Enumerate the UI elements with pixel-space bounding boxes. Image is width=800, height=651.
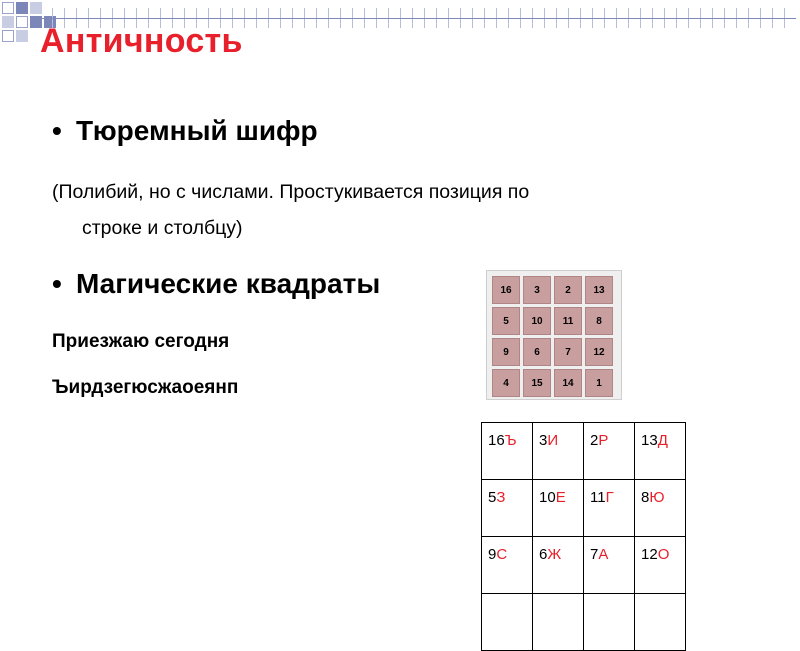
cipher-cell (635, 480, 686, 537)
cipher-cell-letter: Г (605, 489, 614, 506)
magic-square-cell: 7 (554, 338, 582, 366)
magic-square-cell: 12 (585, 338, 613, 366)
cipher-cell-letter: О (657, 546, 670, 563)
cipher-cell (533, 594, 584, 651)
bullet-text: Тюремный шифр (76, 115, 318, 146)
table-row (482, 594, 686, 651)
cipher-cell-letter: Ж (547, 546, 562, 563)
bullet-text: Магические квадраты (76, 268, 381, 299)
magic-square-cell: 5 (492, 307, 520, 335)
cipher-cell-number: 5 (488, 489, 497, 506)
cipher-cell (482, 423, 533, 480)
cipher-cell-number: 9 (488, 546, 497, 563)
magic-square-cell: 4 (492, 369, 520, 397)
cipher-cell-letter: Е (555, 489, 566, 506)
plain-text: Приезжаю сегодня (52, 331, 230, 352)
cipher-cell-number: 11 (590, 489, 606, 506)
magic-square-grid (492, 276, 616, 397)
magic-square-cell: 2 (554, 276, 582, 304)
cipher-cell (533, 480, 584, 537)
table-row (482, 537, 686, 594)
cipher-cell-number: 13 (641, 432, 658, 449)
magic-square-cell: 11 (554, 307, 582, 335)
cipher-text: Ъирдзегюсжаоеянп (52, 377, 239, 398)
cipher-cell-letter: Ъ (504, 432, 517, 449)
paragraph-line: строке и столбцу) (82, 217, 243, 239)
cipher-cell-number: 16 (488, 432, 505, 449)
bullet-magic-squares (52, 268, 380, 300)
magic-square-cell: 13 (585, 276, 613, 304)
cipher-cell-letter: Д (657, 432, 668, 449)
bullet-prison-cipher (52, 115, 318, 147)
magic-square-cell: 6 (523, 338, 551, 366)
cipher-cell-number: 2 (590, 432, 599, 449)
cipher-cell-letter: Р (598, 432, 609, 449)
cipher-cell-number: 12 (641, 546, 658, 563)
table-row (482, 480, 686, 537)
cipher-cell-letter: Ю (649, 489, 665, 506)
cipher-cell (482, 480, 533, 537)
magic-square-cell: 10 (523, 307, 551, 335)
slide-title: Античность (40, 22, 243, 60)
magic-square-cell: 1 (585, 369, 613, 397)
cipher-cell (584, 594, 635, 651)
cipher-table (481, 422, 686, 651)
description-paragraph (52, 174, 712, 246)
cipher-cell (584, 423, 635, 480)
bullet-dot: • (52, 268, 62, 299)
cipher-cell (482, 537, 533, 594)
decorative-rule (40, 18, 796, 19)
cipher-cell-number: 6 (539, 546, 548, 563)
cipher-cell-number: 7 (590, 546, 599, 563)
cipher-cell (584, 480, 635, 537)
cipher-cell (533, 537, 584, 594)
cipher-cell-number: 8 (641, 489, 650, 506)
cipher-cell-letter: И (547, 432, 559, 449)
cipher-cell-letter: С (496, 546, 508, 563)
magic-square-image (486, 270, 622, 400)
paragraph-line: (Полибий, но с числами. Простукивается позиция по (52, 181, 530, 203)
magic-square-cell: 9 (492, 338, 520, 366)
magic-square-cell: 15 (523, 369, 551, 397)
magic-square-cell: 14 (554, 369, 582, 397)
magic-square-cell: 16 (492, 276, 520, 304)
magic-square-cell: 3 (523, 276, 551, 304)
cipher-cell-number: 3 (539, 432, 548, 449)
table-row (482, 423, 686, 480)
bullet-dot: • (52, 115, 62, 146)
cipher-cell (584, 537, 635, 594)
magic-square-cell: 8 (585, 307, 613, 335)
cipher-cell (635, 537, 686, 594)
cipher-cell-letter: З (496, 489, 506, 506)
cipher-cell-letter: А (598, 546, 609, 563)
cipher-cell (635, 423, 686, 480)
cipher-cell (635, 594, 686, 651)
cipher-cell (482, 594, 533, 651)
cipher-cell-number: 10 (539, 489, 556, 506)
cipher-cell (533, 423, 584, 480)
